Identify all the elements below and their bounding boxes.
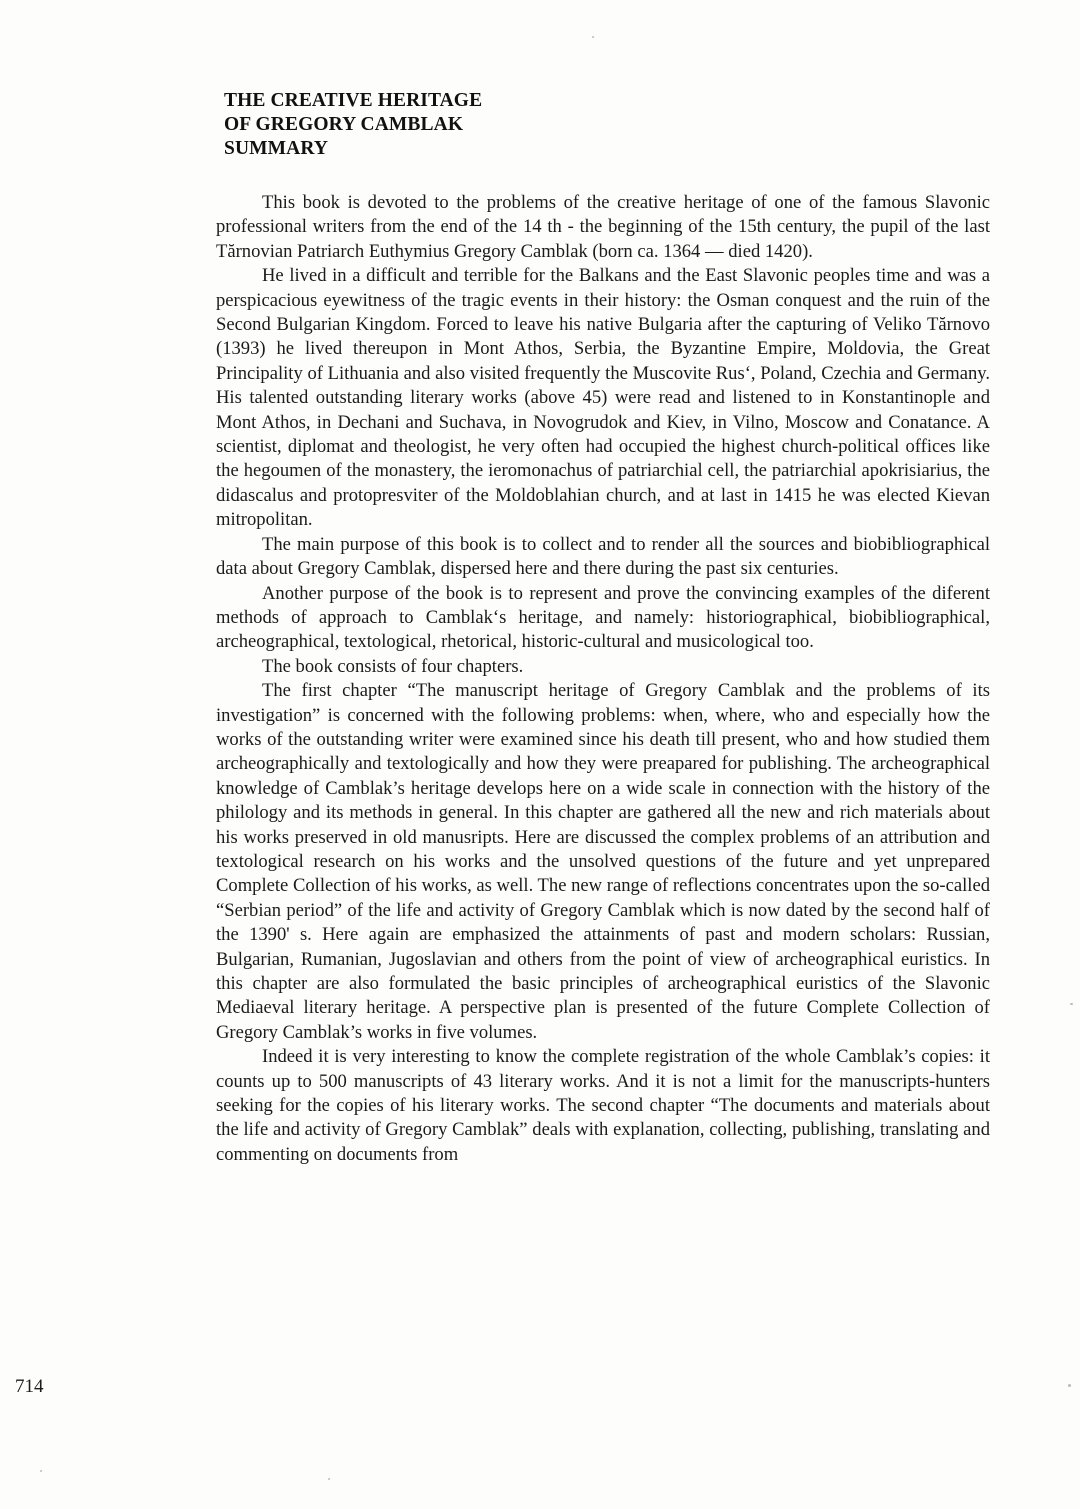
heading-line-2: OF GREGORY CAMBLAK [224, 114, 464, 135]
scan-speck [40, 1470, 42, 1472]
paragraph: He lived in a difficult and terrible for the Balkans and the East Slavonic peoples time and was a perspicacious eyewitness of the tragic events in their history: the Osman conquest and the ruin of the Second Bulgarian Kingdom. Forced to leave his native Bulgaria after the capturing of Veliko Tărnovo (1393) he lived thereupon in Mont Athos, Serbia, the Byzantine Empire, Moldovia, the Great Principality of Lithuania and also visited frequently the Muscovite Rus‘, Poland, Czechia and Germany. His talented outstanding literary works (above 45) were read and listened to in Konstantinople and Mont Athos, in Dechani and Suchava, in Novogrudok and Kiev, in Vilno, Moscow and Conatance. A scientist, diplomat and theologist, he very often had occupied the highest church-political offices like the hegoumen of the monastery, the ieromonachus of patriarchial cell, the patriarchial apokrisiarius, the didascalus and protopresviter of the Moldoblahian church, and at last in 1415 he was elected Kievan mitropolitan. [216, 265, 990, 531]
scan-speck [328, 1478, 330, 1480]
paragraph: The main purpose of this book is to collect and to render all the sources and biobibliographical data about Gregory Camblak, dispersed here and there during the past six centuries. [216, 533, 990, 580]
paragraph: Another purpose of the book is to represent and prove the convincing examples of the diferent methods of approach to Camblak‘s heritage, and namely: historiographical, biobibliographical, archeographical, textological, rhetorical, historic-cultural and musicological too. [216, 582, 990, 653]
paragraph: Indeed it is very interesting to know the complete registration of the whole Camblak’s copies: it counts up to 500 manuscripts of 43 literary works. And it is not a limit for the manuscripts-hunters seeking for the copies of his literary works. The second chapter “The documents and materials about the life and activity of Gregory Camblak” deals with explanation, collecting, publishing, translating and commenting on documents from [216, 1046, 990, 1165]
scan-speck [592, 36, 594, 38]
paragraph: The first chapter “The manuscript heritage of Gregory Camblak and the problems of its investigation” is concerned with the following problems: when, where, who and especially how the works of the outstanding writer were examined since his death till present, who and how studied them archeographically and textologically and how they were preapared for publishing. The archeographical knowledge of Camblak’s heritage develops here on a wide scale in connection with the history of the philology and its methods in general. In this chapter are gathered all the new and rich materials about his works preserved in old manusripts. Here are discussed the complex problems of an attribution and textological research on his works and the unsolved questions of the future and yet unprepared Complete Collection of his works, as well. The new range of reflections concentrates upon the so-called “Serbian period” of the life and activity of Gregory Camblak which is now dated by the second half of the 1390' s. Here again are emphasized the attainments of past and modern scholars: Russian, Bulgarian, Rumanian, Jugoslavian and others from the point of view of archeographical euristics. In this chapter are also formulated the basic principles of archeographical euristics of the Slavonic Mediaeval literary heritage. A perspective plan is presented of the future Complete Collection of Gregory Camblak’s works in five volumes. [216, 680, 990, 1043]
page-number: 714 [15, 1376, 44, 1397]
heading-line-3: SUMMARY [224, 138, 328, 159]
heading-line-1: THE CREATIVE HERITAGE [224, 90, 483, 111]
summary-body [216, 191, 990, 1167]
scan-speck [1070, 1003, 1073, 1005]
scan-speck [1068, 1384, 1071, 1387]
chapter-heading [224, 89, 644, 161]
paragraph: The book consists of four chapters. [262, 655, 524, 677]
paragraph: This book is devoted to the problems of the creative heritage of one of the famous Slavonic professional writers from the end of the 14 th - the beginning of the 15th century, the pupil of the last Tărnovian Patriarch Euthymius Gregory Camblak (born ca. 1364 — died 1420). [216, 192, 990, 262]
